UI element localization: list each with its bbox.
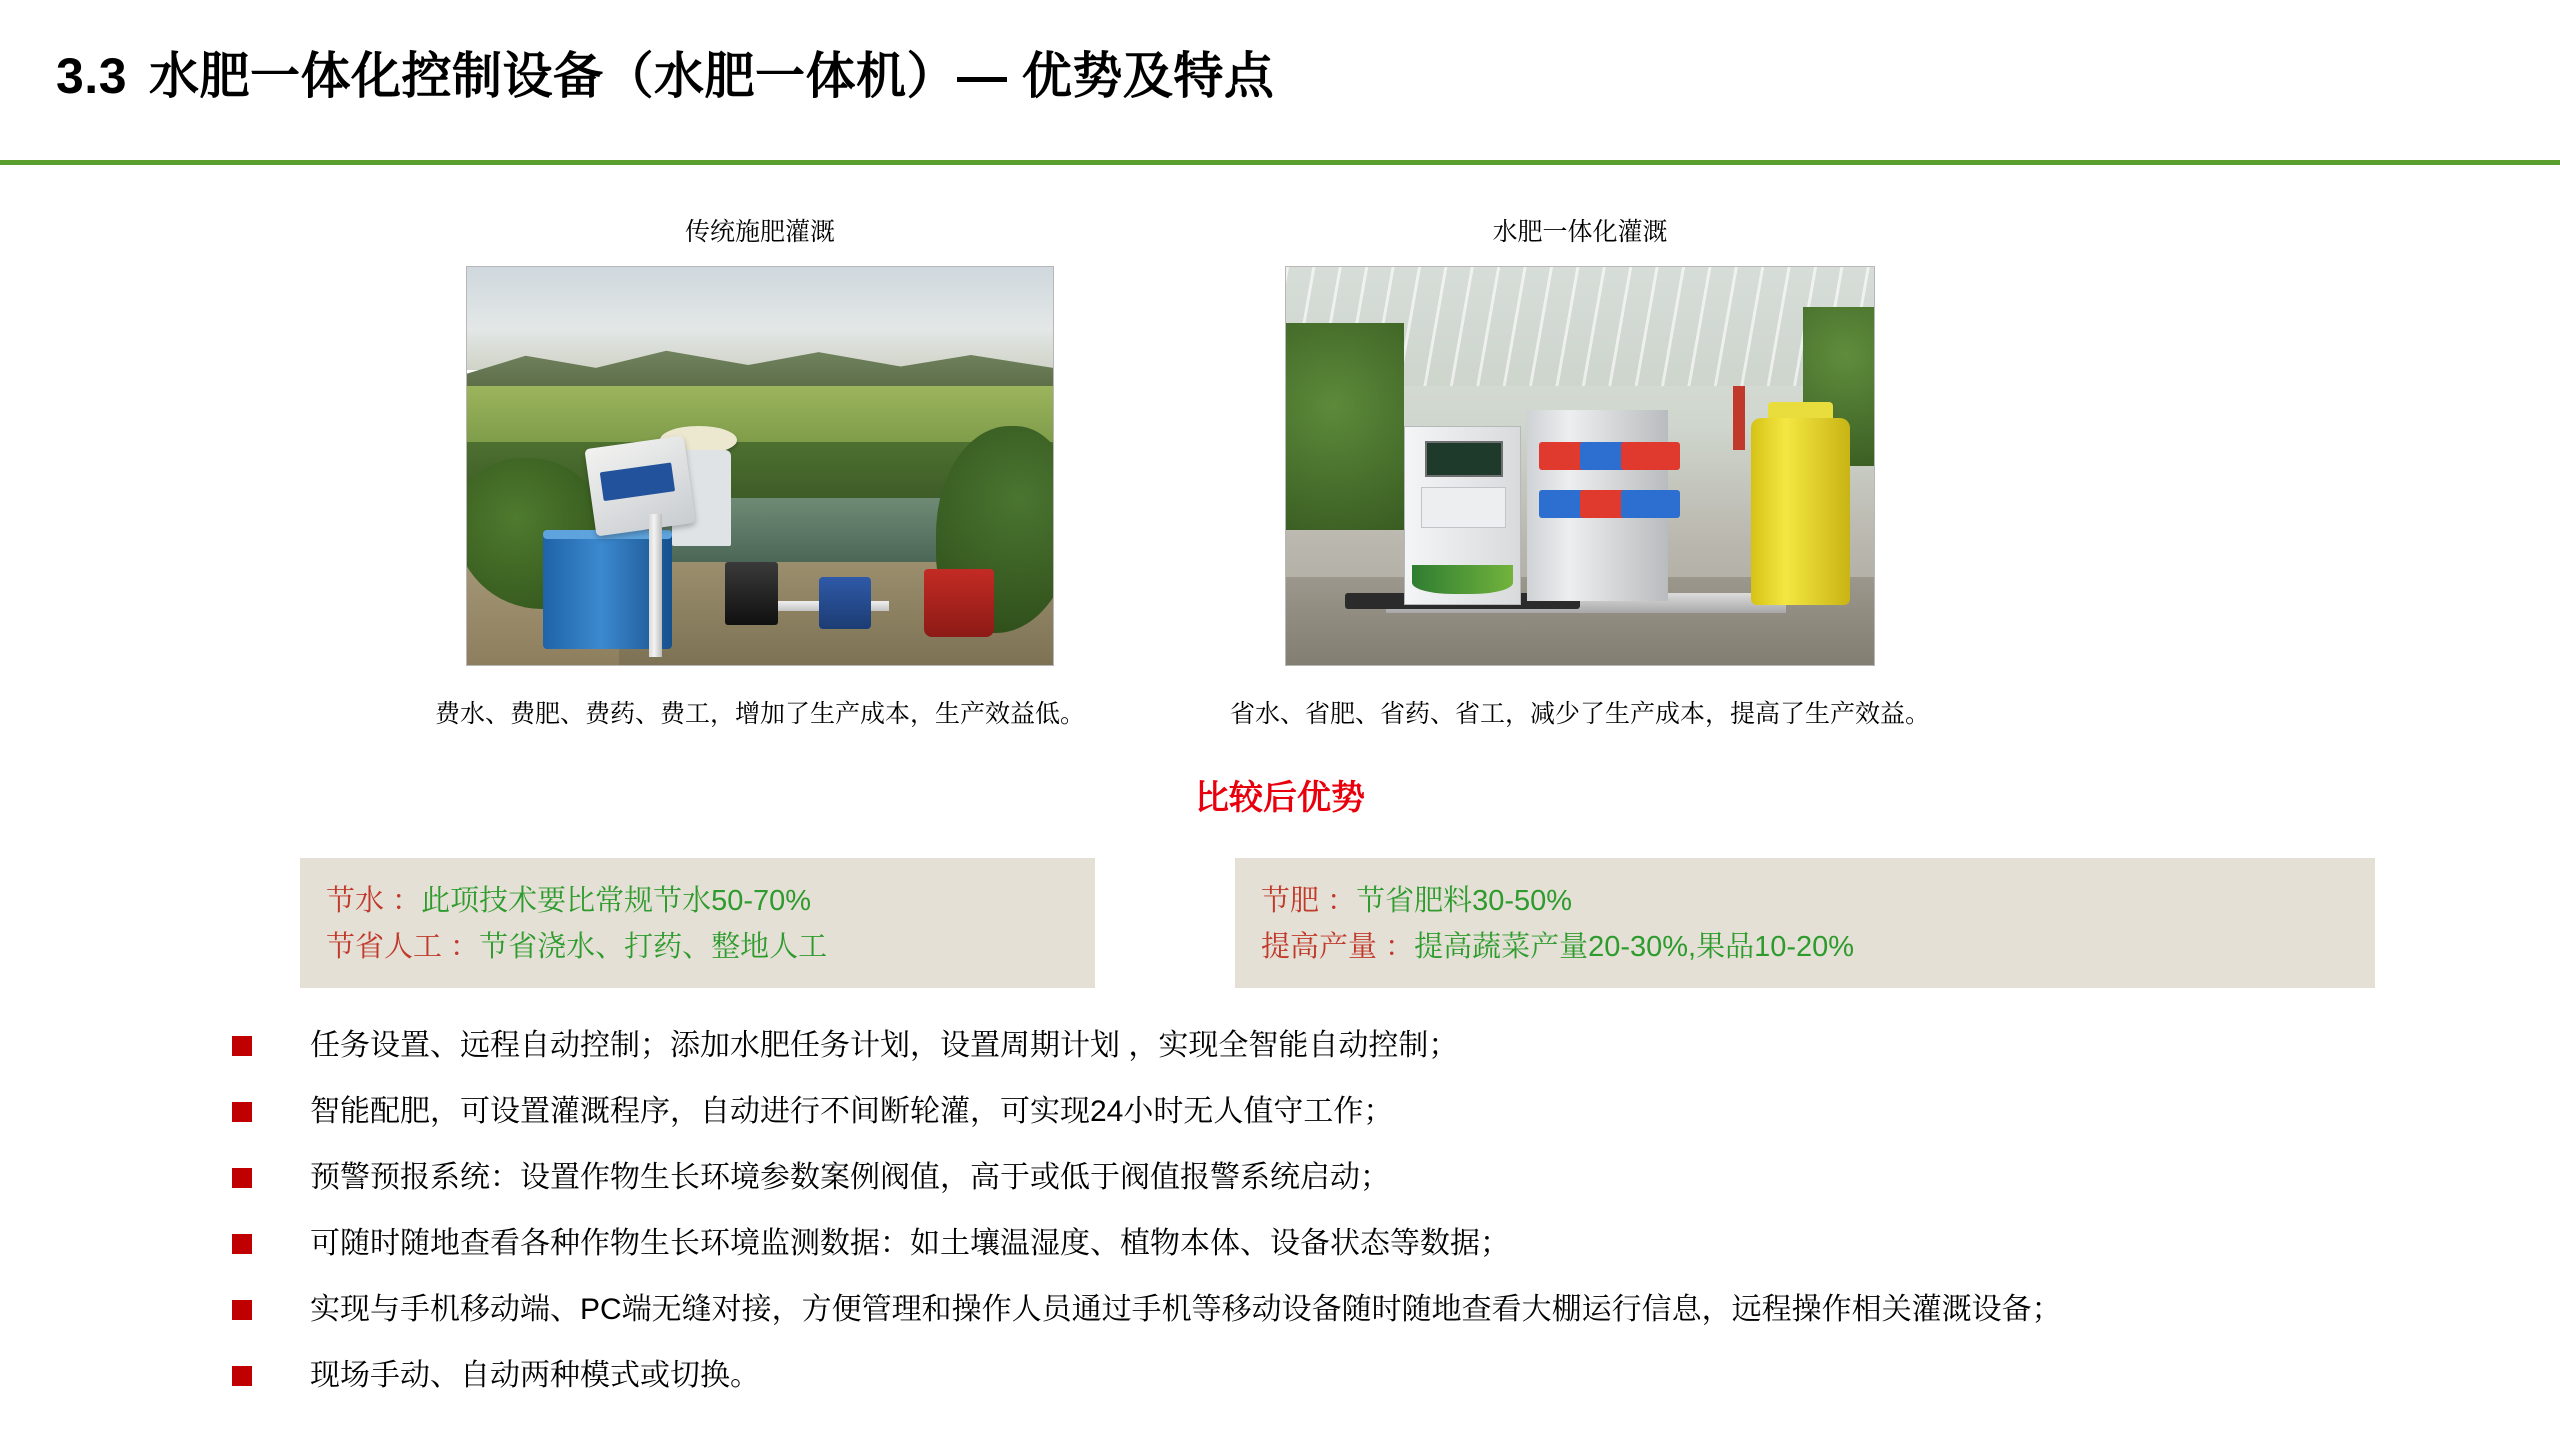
- list-item: [232, 1091, 2532, 1133]
- integrated-fertigation-machine-photo: [1285, 266, 1875, 666]
- feature-bullet-list: [232, 1025, 2532, 1421]
- advantage-key: 节肥 ：: [1261, 885, 1357, 917]
- advantage-value: 提高蔬菜产量20-30%,果品10-20%: [1414, 931, 1855, 963]
- page-title-text: 水肥一体化控制设备（水肥一体机）— 优势及特点: [149, 48, 1275, 104]
- advantage-key: 节省人工 ：: [326, 931, 480, 963]
- integrated-caption: 省水、省肥、省药、省工，减少了生产成本，提高了生产效益。: [1229, 700, 1930, 728]
- advantage-key: 节水 ：: [326, 885, 422, 917]
- advantage-line: [1261, 924, 2349, 970]
- traditional-fertilizing-photo: [466, 266, 1054, 666]
- square-bullet-icon: [232, 1168, 252, 1188]
- square-bullet-icon: [232, 1102, 252, 1122]
- traditional-caption: 费水、费肥、费药、费工，增加了生产成本，生产效益低。: [434, 700, 1085, 728]
- square-bullet-icon: [232, 1300, 252, 1320]
- advantage-line: [326, 924, 1069, 970]
- traditional-heading: 传统施肥灌溉: [684, 218, 835, 246]
- comparison-column-integrated: [1180, 212, 1980, 730]
- page-title: [56, 36, 1274, 108]
- square-bullet-icon: [232, 1036, 252, 1056]
- advantage-box-fertilizer-yield: [1235, 858, 2375, 988]
- advantage-value: 节省浇水、打药、整地人工: [479, 931, 828, 963]
- list-item: [232, 1289, 2532, 1331]
- comparison-column-traditional: [380, 212, 1140, 730]
- list-item: [232, 1157, 2532, 1199]
- advantage-box-water-labor: [300, 858, 1095, 988]
- integrated-heading: 水肥一体化灌溉: [1492, 218, 1668, 246]
- advantage-line: [1261, 878, 2349, 924]
- square-bullet-icon: [232, 1366, 252, 1386]
- list-item-text: 现场手动、自动两种模式或切换。: [310, 1359, 760, 1392]
- list-item: [232, 1223, 2532, 1265]
- list-item: [232, 1025, 2532, 1067]
- advantage-value: 节省肥料30-50%: [1356, 885, 1573, 917]
- list-item: [232, 1355, 2532, 1397]
- advantage-key: 提高产量 ：: [1261, 931, 1415, 963]
- page-title-number: 3.3: [56, 48, 128, 104]
- list-item-text: 实现与手机移动端、PC端无缝对接，方便管理和操作人员通过手机等移动设备随时随地查看大棚运行信息，远程操作相关灌溉设备；: [310, 1293, 2062, 1326]
- square-bullet-icon: [232, 1234, 252, 1254]
- advantage-line: [326, 878, 1069, 924]
- list-item-text: 任务设置、远程自动控制；添加水肥任务计划，设置周期计划 ，实现全智能自动控制；: [310, 1029, 1459, 1062]
- title-divider: [0, 160, 2560, 165]
- list-item-text: 可随时随地查看各种作物生长环境监测数据：如土壤温湿度、植物本体、设备状态等数据；: [310, 1227, 1510, 1260]
- list-item-text: 预警预报系统：设置作物生长环境参数案例阀值，高于或低于阀值报警系统启动；: [310, 1161, 1390, 1194]
- list-item-text: 智能配肥，可设置灌溉程序，自动进行不间断轮灌，可实现24小时无人值守工作；: [310, 1095, 1394, 1128]
- advantage-value: 此项技术要比常规节水50-70%: [421, 885, 812, 917]
- advantage-title: 比较后优势: [1195, 779, 1365, 817]
